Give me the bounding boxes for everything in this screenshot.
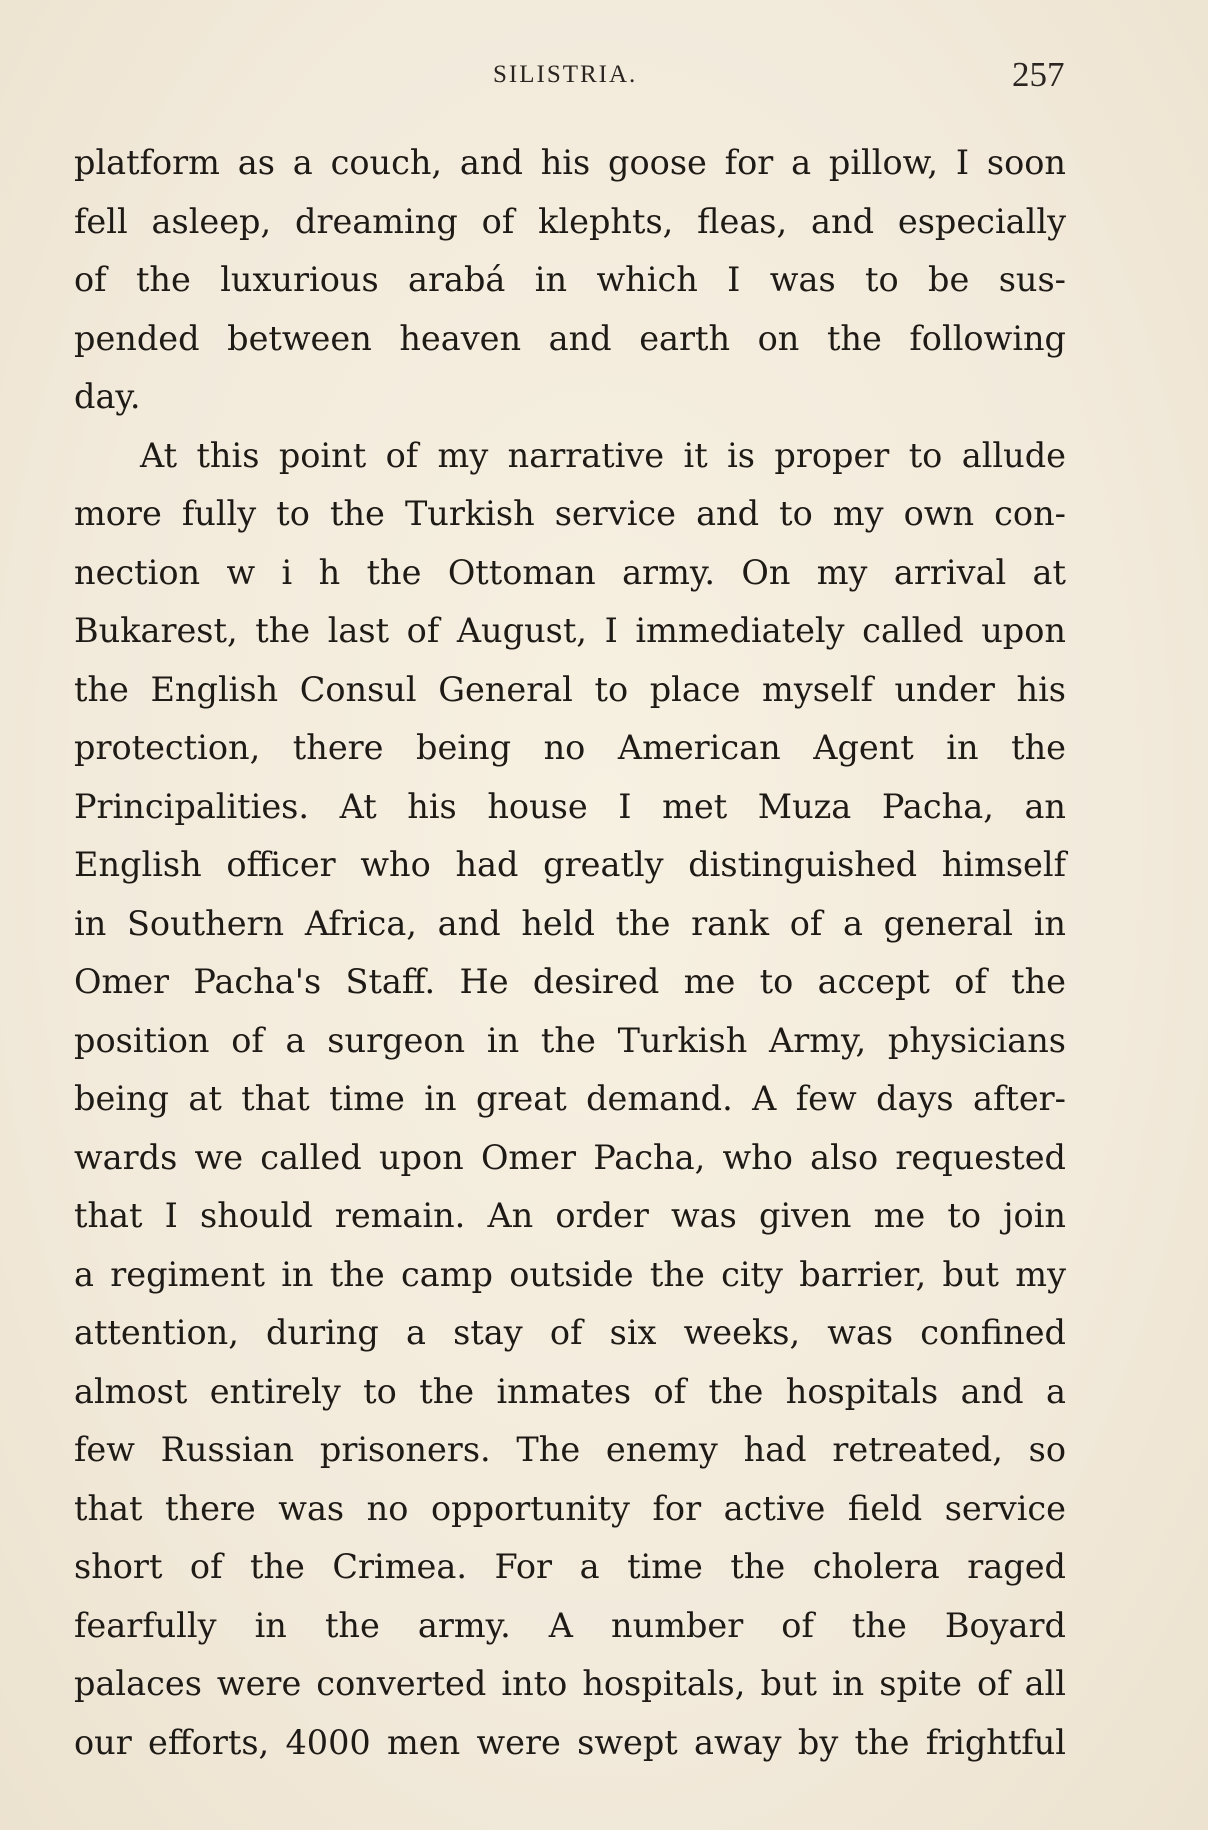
text-line: day. bbox=[74, 377, 141, 416]
running-title: SILISTRIA. bbox=[493, 61, 638, 88]
text-line: English officer who had greatly distinguished himself bbox=[74, 845, 1066, 884]
text-line: being at that time in great demand. A few days after- bbox=[74, 1079, 1066, 1118]
text-line: nection w i h the Ottoman army. On my arrival at bbox=[74, 552, 1066, 592]
text-line: short of the Crimea. For a time the cholera raged bbox=[74, 1547, 1066, 1586]
text-line: Omer Pacha's Staff. He desired me to accept of the bbox=[74, 962, 1066, 1001]
text-line: position of a surgeon in the Turkish Army, physicians bbox=[74, 1020, 1066, 1060]
text-line: pended between heaven and earth on the following bbox=[74, 318, 1066, 358]
text-line: that there was no opportunity for active field service bbox=[74, 1488, 1066, 1528]
page-number: 257 bbox=[1012, 55, 1065, 94]
body-text bbox=[74, 134, 1066, 1772]
text-line: of the luxurious arabá in which I was to be sus- bbox=[74, 260, 1066, 299]
text-line: more fully to the Turkish service and to my own con- bbox=[74, 494, 1066, 533]
text-line: protection, there being no American Agent in the bbox=[74, 728, 1066, 767]
text-line: almost entirely to the inmates of the hospitals and a bbox=[74, 1371, 1066, 1411]
text-line: palaces were converted into hospitals, but in spite of all bbox=[74, 1664, 1066, 1703]
text-line: platform as a couch, and his goose for a pillow, I soon bbox=[74, 143, 1066, 182]
text-line: attention, during a stay of six weeks, was confined bbox=[74, 1313, 1066, 1352]
text-line: our efforts, 4000 men were swept away by the frightful bbox=[74, 1722, 1066, 1762]
running-header bbox=[0, 55, 1208, 95]
text-line: Bukarest, the last of August, I immediately called upon bbox=[74, 611, 1066, 650]
text-line: Principalities. At his house I met Muza Pacha, an bbox=[74, 786, 1066, 826]
text-line: few Russian prisoners. The enemy had retreated, so bbox=[74, 1430, 1066, 1469]
text-line: a regiment in the camp outside the city barrier, but my bbox=[74, 1254, 1066, 1294]
text-line: wards we called upon Omer Pacha, who also requested bbox=[74, 1137, 1066, 1177]
paragraph-first-line: At this point of my narrative it is proper to allude bbox=[140, 435, 1066, 475]
text-line: fearfully in the army. A number of the Boyard bbox=[74, 1605, 1066, 1645]
text-line: fell asleep, dreaming of klephts, fleas, and especially bbox=[74, 201, 1066, 241]
text-line: in Southern Africa, and held the rank of a general in bbox=[74, 903, 1066, 943]
text-line: the English Consul General to place myself under his bbox=[74, 669, 1066, 709]
text-line: that I should remain. An order was given me to join bbox=[74, 1196, 1066, 1235]
